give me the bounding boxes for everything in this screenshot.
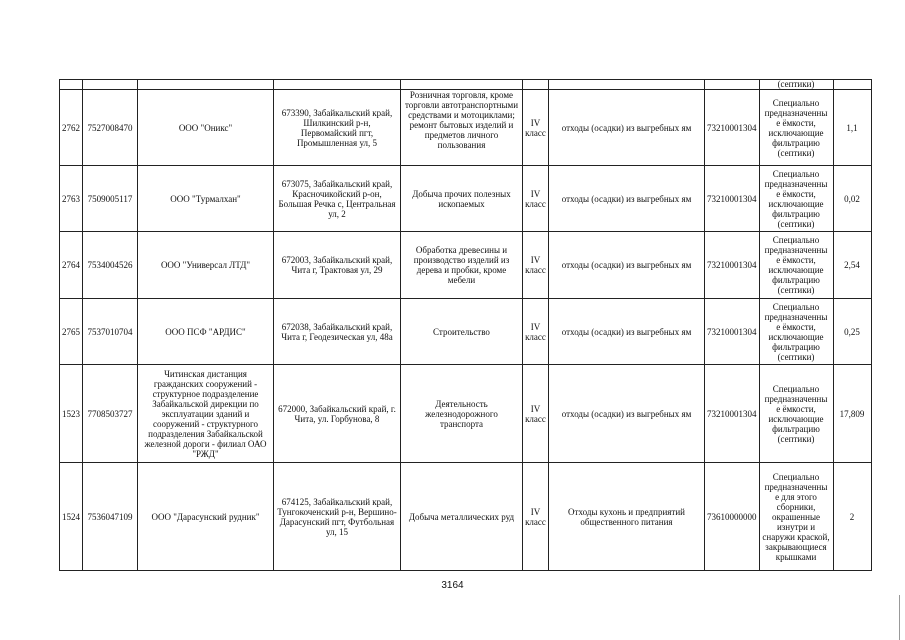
hazard-class-cell: IV класс bbox=[523, 232, 549, 299]
waste-code-cell: 73210001304 bbox=[705, 90, 760, 166]
waste-type-cell: Отходы кухонь и предприятий общественного питания bbox=[549, 463, 705, 571]
waste-type-cell: отходы (осадки) из выгребных ям bbox=[549, 166, 705, 232]
organization-cell: ООО "Дарасунский рудник" bbox=[138, 463, 274, 571]
waste-type-cell: отходы (осадки) из выгребных ям bbox=[549, 90, 705, 166]
inn-cell: 7509005117 bbox=[83, 166, 138, 232]
organization-cell: ООО "Турмалхан" bbox=[138, 166, 274, 232]
address-cell: 672003, Забайкальский край, Чита г, Трактовая ул, 29 bbox=[274, 232, 401, 299]
inn-cell: 7536047109 bbox=[83, 463, 138, 571]
inn-cell: 7537010704 bbox=[83, 299, 138, 365]
inn-cell: 7527008470 bbox=[83, 90, 138, 166]
activity-cell: Деятельность железнодорожного транспорта bbox=[401, 365, 523, 463]
address-cell: 672000, Забайкальский край, г. Чита, ул. Горбунова, 8 bbox=[274, 365, 401, 463]
scan-edge-line bbox=[899, 595, 903, 640]
waste-code-cell: 73210001304 bbox=[705, 365, 760, 463]
waste-code-cell: 73210001304 bbox=[705, 299, 760, 365]
row-number: 2762 bbox=[60, 90, 83, 166]
table-row-top bbox=[60, 80, 872, 90]
address-cell: 673390, Забайкальский край, Шилкинский р-н, Первомайский пгт, Промышленная ул, 5 bbox=[274, 90, 401, 166]
activity-cell: Добыча металлических руд bbox=[401, 463, 523, 571]
row-number: 1524 bbox=[60, 463, 83, 571]
waste-registry-table bbox=[59, 79, 872, 571]
page-number: 3164 bbox=[441, 580, 464, 591]
row-number: 1523 bbox=[60, 365, 83, 463]
waste-type-cell: отходы (осадки) из выгребных ям bbox=[549, 365, 705, 463]
hazard-class-cell: IV класс bbox=[523, 463, 549, 571]
containment-cell: Специально предназначенны е ёмкости, исключающие фильтрацию (септики) bbox=[759, 166, 833, 232]
containment-cell: Специально предназначенны е ёмкости, исключающие фильтрацию (септики) bbox=[759, 90, 833, 166]
organization-cell: ООО "Универсал ЛТД" bbox=[138, 232, 274, 299]
amount-cell: 2 bbox=[833, 463, 871, 571]
containment-cell: Специально предназначенны е ёмкости, исключающие фильтрацию (септики) bbox=[759, 232, 833, 299]
waste-type-cell: отходы (осадки) из выгребных ям bbox=[549, 299, 705, 365]
containment-cell: Специально предназначенны е ёмкости, исключающие фильтрацию (септики) bbox=[759, 299, 833, 365]
address-cell: 674125, Забайкальский край, Тунгокоченский р-н, Вершино-Дарасунский пгт, Футбольная ул, 15 bbox=[274, 463, 401, 571]
amount-cell: 0,02 bbox=[833, 166, 871, 232]
waste-code-cell: 73210001304 bbox=[705, 232, 760, 299]
waste-code-cell: 73610000000 bbox=[705, 463, 760, 571]
hazard-class-cell: IV класс bbox=[523, 90, 549, 166]
inn-cell: 7708503727 bbox=[83, 365, 138, 463]
activity-cell: Строительство bbox=[401, 299, 523, 365]
hazard-class-cell: IV класс bbox=[523, 365, 549, 463]
organization-cell: ООО "Оникс" bbox=[138, 90, 274, 166]
row-number: 2763 bbox=[60, 166, 83, 232]
inn-cell: 7534004526 bbox=[83, 232, 138, 299]
amount-cell: 1,1 bbox=[833, 90, 871, 166]
address-cell: 672038, Забайкальский край, Чита г, Геодезическая ул, 48а bbox=[274, 299, 401, 365]
organization-cell: ООО ПСФ "АРДИС" bbox=[138, 299, 274, 365]
activity-cell: Розничная торговля, кроме торговли автотранспортными средствами и мотоциклами; ремонт бытовых изделий и предметов личного пользования bbox=[401, 90, 523, 166]
row-number: 2765 bbox=[60, 299, 83, 365]
amount-cell: 0,25 bbox=[833, 299, 871, 365]
waste-code-cell: 73210001304 bbox=[705, 166, 760, 232]
table-row bbox=[60, 365, 872, 463]
address-cell: 673075, Забайкальский край, Красночикойский р-он, Большая Речка с, Центральная ул, 2 bbox=[274, 166, 401, 232]
row-number: 2764 bbox=[60, 232, 83, 299]
amount-cell: 17,809 bbox=[833, 365, 871, 463]
containment-cell: (септики) bbox=[759, 80, 833, 90]
table-row bbox=[60, 299, 872, 365]
waste-type-cell: отходы (осадки) из выгребных ям bbox=[549, 232, 705, 299]
amount-cell: 2,54 bbox=[833, 232, 871, 299]
containment-cell: Специально предназначенны е ёмкости, исключающие фильтрацию (септики) bbox=[759, 365, 833, 463]
activity-cell: Обработка древесины и производство изделий из дерева и пробки, кроме мебели bbox=[401, 232, 523, 299]
hazard-class-cell: IV класс bbox=[523, 166, 549, 232]
table-row bbox=[60, 166, 872, 232]
table-row bbox=[60, 90, 872, 166]
table-row bbox=[60, 232, 872, 299]
table-row bbox=[60, 463, 872, 571]
hazard-class-cell: IV класс bbox=[523, 299, 549, 365]
activity-cell: Добыча прочих полезных ископаемых bbox=[401, 166, 523, 232]
organization-cell: Читинская дистанция гражданских сооружений - структурное подразделение Забайкальской дирекции по эксплуатации зданий и сооружений - структурного подразделения Забайкальской железной дороги - филиал ОАО "РЖД" bbox=[138, 365, 274, 463]
containment-cell: Специально предназначенны е для этого сборники, окрашенные изнутри и снаружи краской, закрывающиеся крышками bbox=[759, 463, 833, 571]
